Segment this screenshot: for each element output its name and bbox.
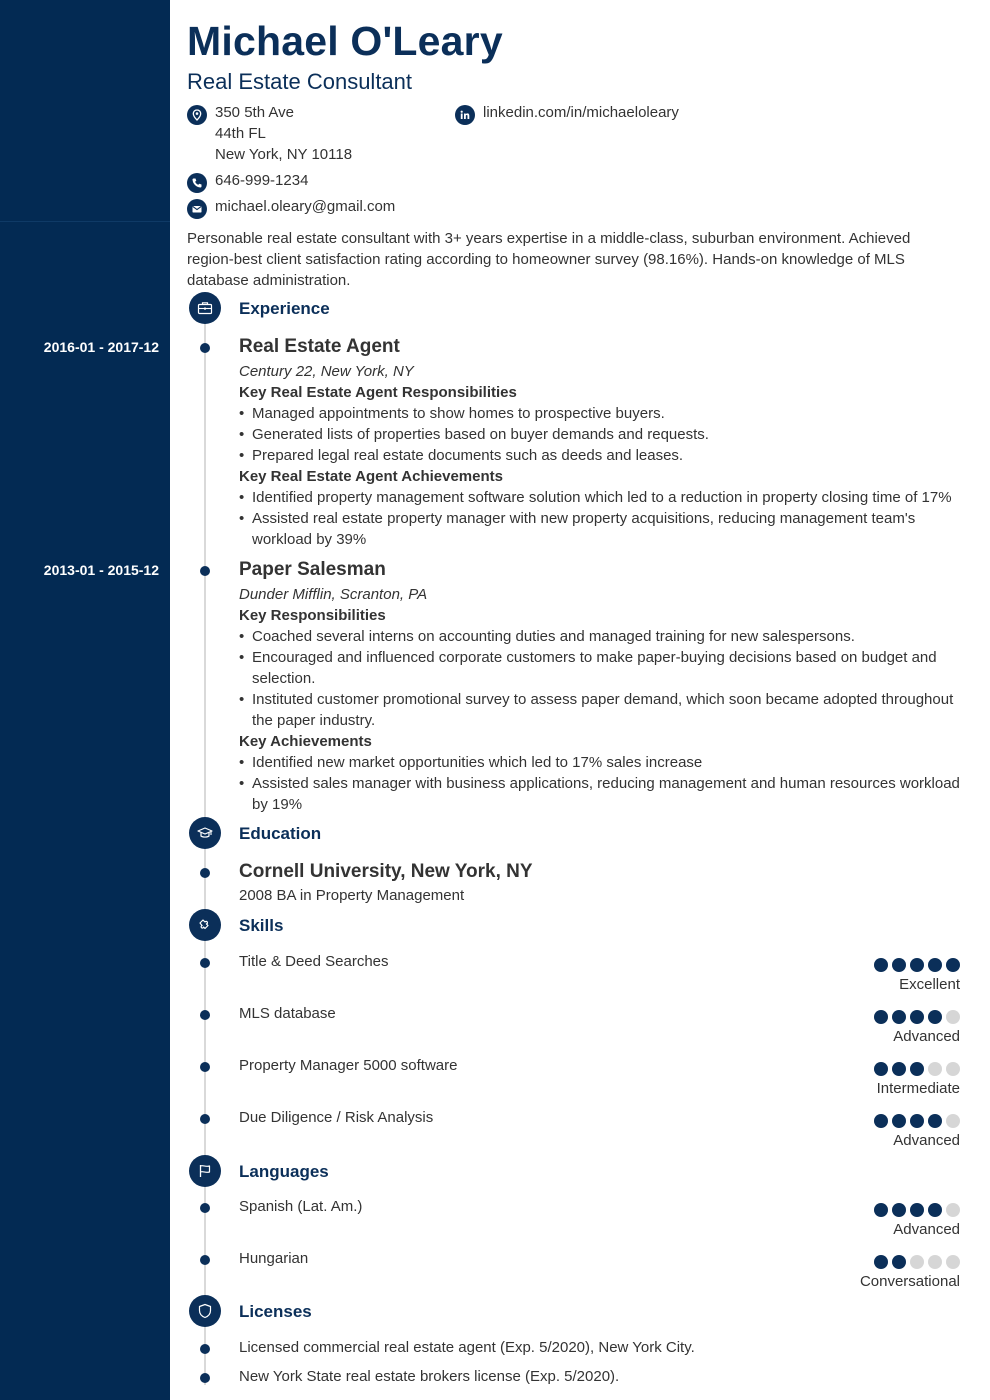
skills-heading: Skills [239, 916, 284, 935]
rating-dot-filled [874, 1114, 888, 1128]
languages-heading: Languages [239, 1162, 329, 1181]
puzzle-icon [189, 909, 221, 941]
skill-name: Due Diligence / Risk Analysis [239, 1109, 434, 1126]
list-item: • Assisted sales manager with business applications, reducing management and human resources workload by 19% [239, 773, 964, 815]
skill-level: Intermediate [876, 1080, 960, 1097]
phone-icon [187, 173, 207, 193]
rating-dot-filled [928, 1010, 942, 1024]
rating-dot-empty [910, 1255, 924, 1269]
address-line-3: New York, NY 10118 [215, 146, 353, 163]
phone-number[interactable]: 646-999-1234 [215, 172, 309, 189]
skill-name: Title & Deed Searches [239, 953, 389, 970]
timeline-dot [200, 1114, 210, 1124]
timeline-dot [200, 1010, 210, 1020]
achievements-heading: Key Real Estate Agent Achievements [239, 468, 503, 485]
language-level: Advanced [893, 1221, 960, 1238]
sidebar-divider [0, 221, 170, 222]
language-rating [874, 1203, 960, 1217]
skill-name: MLS database [239, 1005, 336, 1022]
license-item: Licensed commercial real estate agent (Exp. 5/2020), New York City. [239, 1339, 695, 1356]
graduation-cap-icon [189, 817, 221, 849]
responsibilities-heading: Key Real Estate Agent Responsibilities [239, 384, 517, 401]
rating-dot-filled [892, 1062, 906, 1076]
timeline-dot [200, 1344, 210, 1354]
language-rating [874, 1255, 960, 1269]
skill-level: Advanced [893, 1028, 960, 1045]
list-item: • Prepared legal real estate documents such as deeds and leases. [239, 445, 964, 466]
rating-dot-filled [874, 958, 888, 972]
skill-rating [874, 1114, 960, 1128]
rating-dot-filled [874, 1203, 888, 1217]
job-dates: 2013-01 - 2015-12 [43, 562, 159, 578]
list-item: • Encouraged and influenced corporate customers to make paper-buying decisions based on budget and selection. [239, 647, 964, 689]
rating-dot-filled [946, 958, 960, 972]
email-icon [187, 199, 207, 219]
rating-dot-filled [892, 1010, 906, 1024]
achievements-heading: Key Achievements [239, 733, 372, 750]
rating-dot-empty [946, 1114, 960, 1128]
linkedin-url[interactable]: linkedin.com/in/michaeloleary [483, 104, 679, 121]
shield-icon [189, 1295, 221, 1327]
experience-heading: Experience [239, 299, 330, 318]
timeline-dot [200, 1255, 210, 1265]
list-item: • Instituted customer promotional survey to assess paper demand, which soon became adopted throughout the paper industry. [239, 689, 964, 731]
rating-dot-filled [910, 1114, 924, 1128]
timeline-dot [200, 1062, 210, 1072]
job-company: Dunder Mifflin, Scranton, PA [239, 586, 428, 603]
flag-icon [189, 1155, 221, 1187]
education-heading: Education [239, 824, 322, 843]
address-line-2: 44th FL [215, 125, 266, 142]
list-item: • Coached several interns on accounting duties and managed training for new salespersons. [239, 626, 964, 647]
licenses-heading: Licenses [239, 1302, 312, 1321]
profile-summary: Personable real estate consultant with 3+ years expertise in a middle-class, suburban environment. Achieved region-best client satisfaction rating according to homeowner survey (98.16%). Hands-on knowledge of MLS database administration. [187, 230, 911, 289]
list-item: • Managed appointments to show homes to prospective buyers. [239, 403, 964, 424]
skill-level: Advanced [893, 1132, 960, 1149]
skill-rating [874, 1010, 960, 1024]
job-company: Century 22, New York, NY [239, 363, 414, 380]
license-item: New York State real estate brokers license (Exp. 5/2020). [239, 1368, 620, 1385]
address-line-1: 350 5th Ave [215, 104, 294, 121]
timeline-dot [200, 1203, 210, 1213]
skill-rating [874, 1062, 960, 1076]
sidebar [0, 0, 170, 1400]
rating-dot-empty [946, 1203, 960, 1217]
rating-dot-filled [910, 1203, 924, 1217]
rating-dot-filled [910, 958, 924, 972]
email-address[interactable]: michael.oleary@gmail.com [215, 198, 396, 215]
rating-dot-filled [928, 1203, 942, 1217]
rating-dot-filled [892, 1114, 906, 1128]
job-title: Paper Salesman [239, 559, 386, 580]
timeline-dot [200, 868, 210, 878]
job-title: Real Estate Agent [239, 336, 400, 357]
rating-dot-empty [946, 1062, 960, 1076]
rating-dot-filled [874, 1010, 888, 1024]
rating-dot-filled [874, 1255, 888, 1269]
rating-dot-filled [892, 1255, 906, 1269]
school-name: Cornell University, New York, NY [239, 861, 533, 882]
rating-dot-empty [928, 1255, 942, 1269]
candidate-name: Michael O'Leary [187, 18, 503, 64]
candidate-title: Real Estate Consultant [187, 69, 413, 94]
responsibilities-heading: Key Responsibilities [239, 607, 386, 624]
timeline-dot [200, 1373, 210, 1383]
timeline-dot [200, 958, 210, 968]
rating-dot-filled [874, 1062, 888, 1076]
degree: 2008 BA in Property Management [239, 887, 465, 904]
timeline-dot [200, 343, 210, 353]
language-level: Conversational [859, 1273, 960, 1290]
rating-dot-filled [928, 958, 942, 972]
rating-dot-filled [892, 958, 906, 972]
timeline-dot [200, 566, 210, 576]
location-pin-icon [187, 105, 207, 125]
skill-rating [874, 958, 960, 972]
briefcase-icon [189, 292, 221, 324]
list-item: • Generated lists of properties based on buyer demands and requests. [239, 424, 964, 445]
language-name: Spanish (Lat. Am.) [239, 1198, 363, 1215]
list-item: • Assisted real estate property manager with new property acquisitions, reducing management team's workload by 39% [239, 508, 964, 550]
rating-dot-filled [892, 1203, 906, 1217]
skill-level: Excellent [899, 976, 960, 993]
rating-dot-empty [928, 1062, 942, 1076]
linkedin-icon [455, 105, 475, 125]
list-item: • Identified new market opportunities which led to 17% sales increase [239, 752, 964, 773]
rating-dot-empty [946, 1010, 960, 1024]
rating-dot-filled [910, 1062, 924, 1076]
rating-dot-empty [946, 1255, 960, 1269]
skill-name: Property Manager 5000 software [239, 1057, 458, 1074]
job-dates: 2016-01 - 2017-12 [43, 339, 159, 355]
list-item: • Identified property management software solution which led to a reduction in property closing time of 17% [239, 487, 964, 508]
rating-dot-filled [928, 1114, 942, 1128]
rating-dot-filled [910, 1010, 924, 1024]
language-name: Hungarian [239, 1250, 309, 1267]
